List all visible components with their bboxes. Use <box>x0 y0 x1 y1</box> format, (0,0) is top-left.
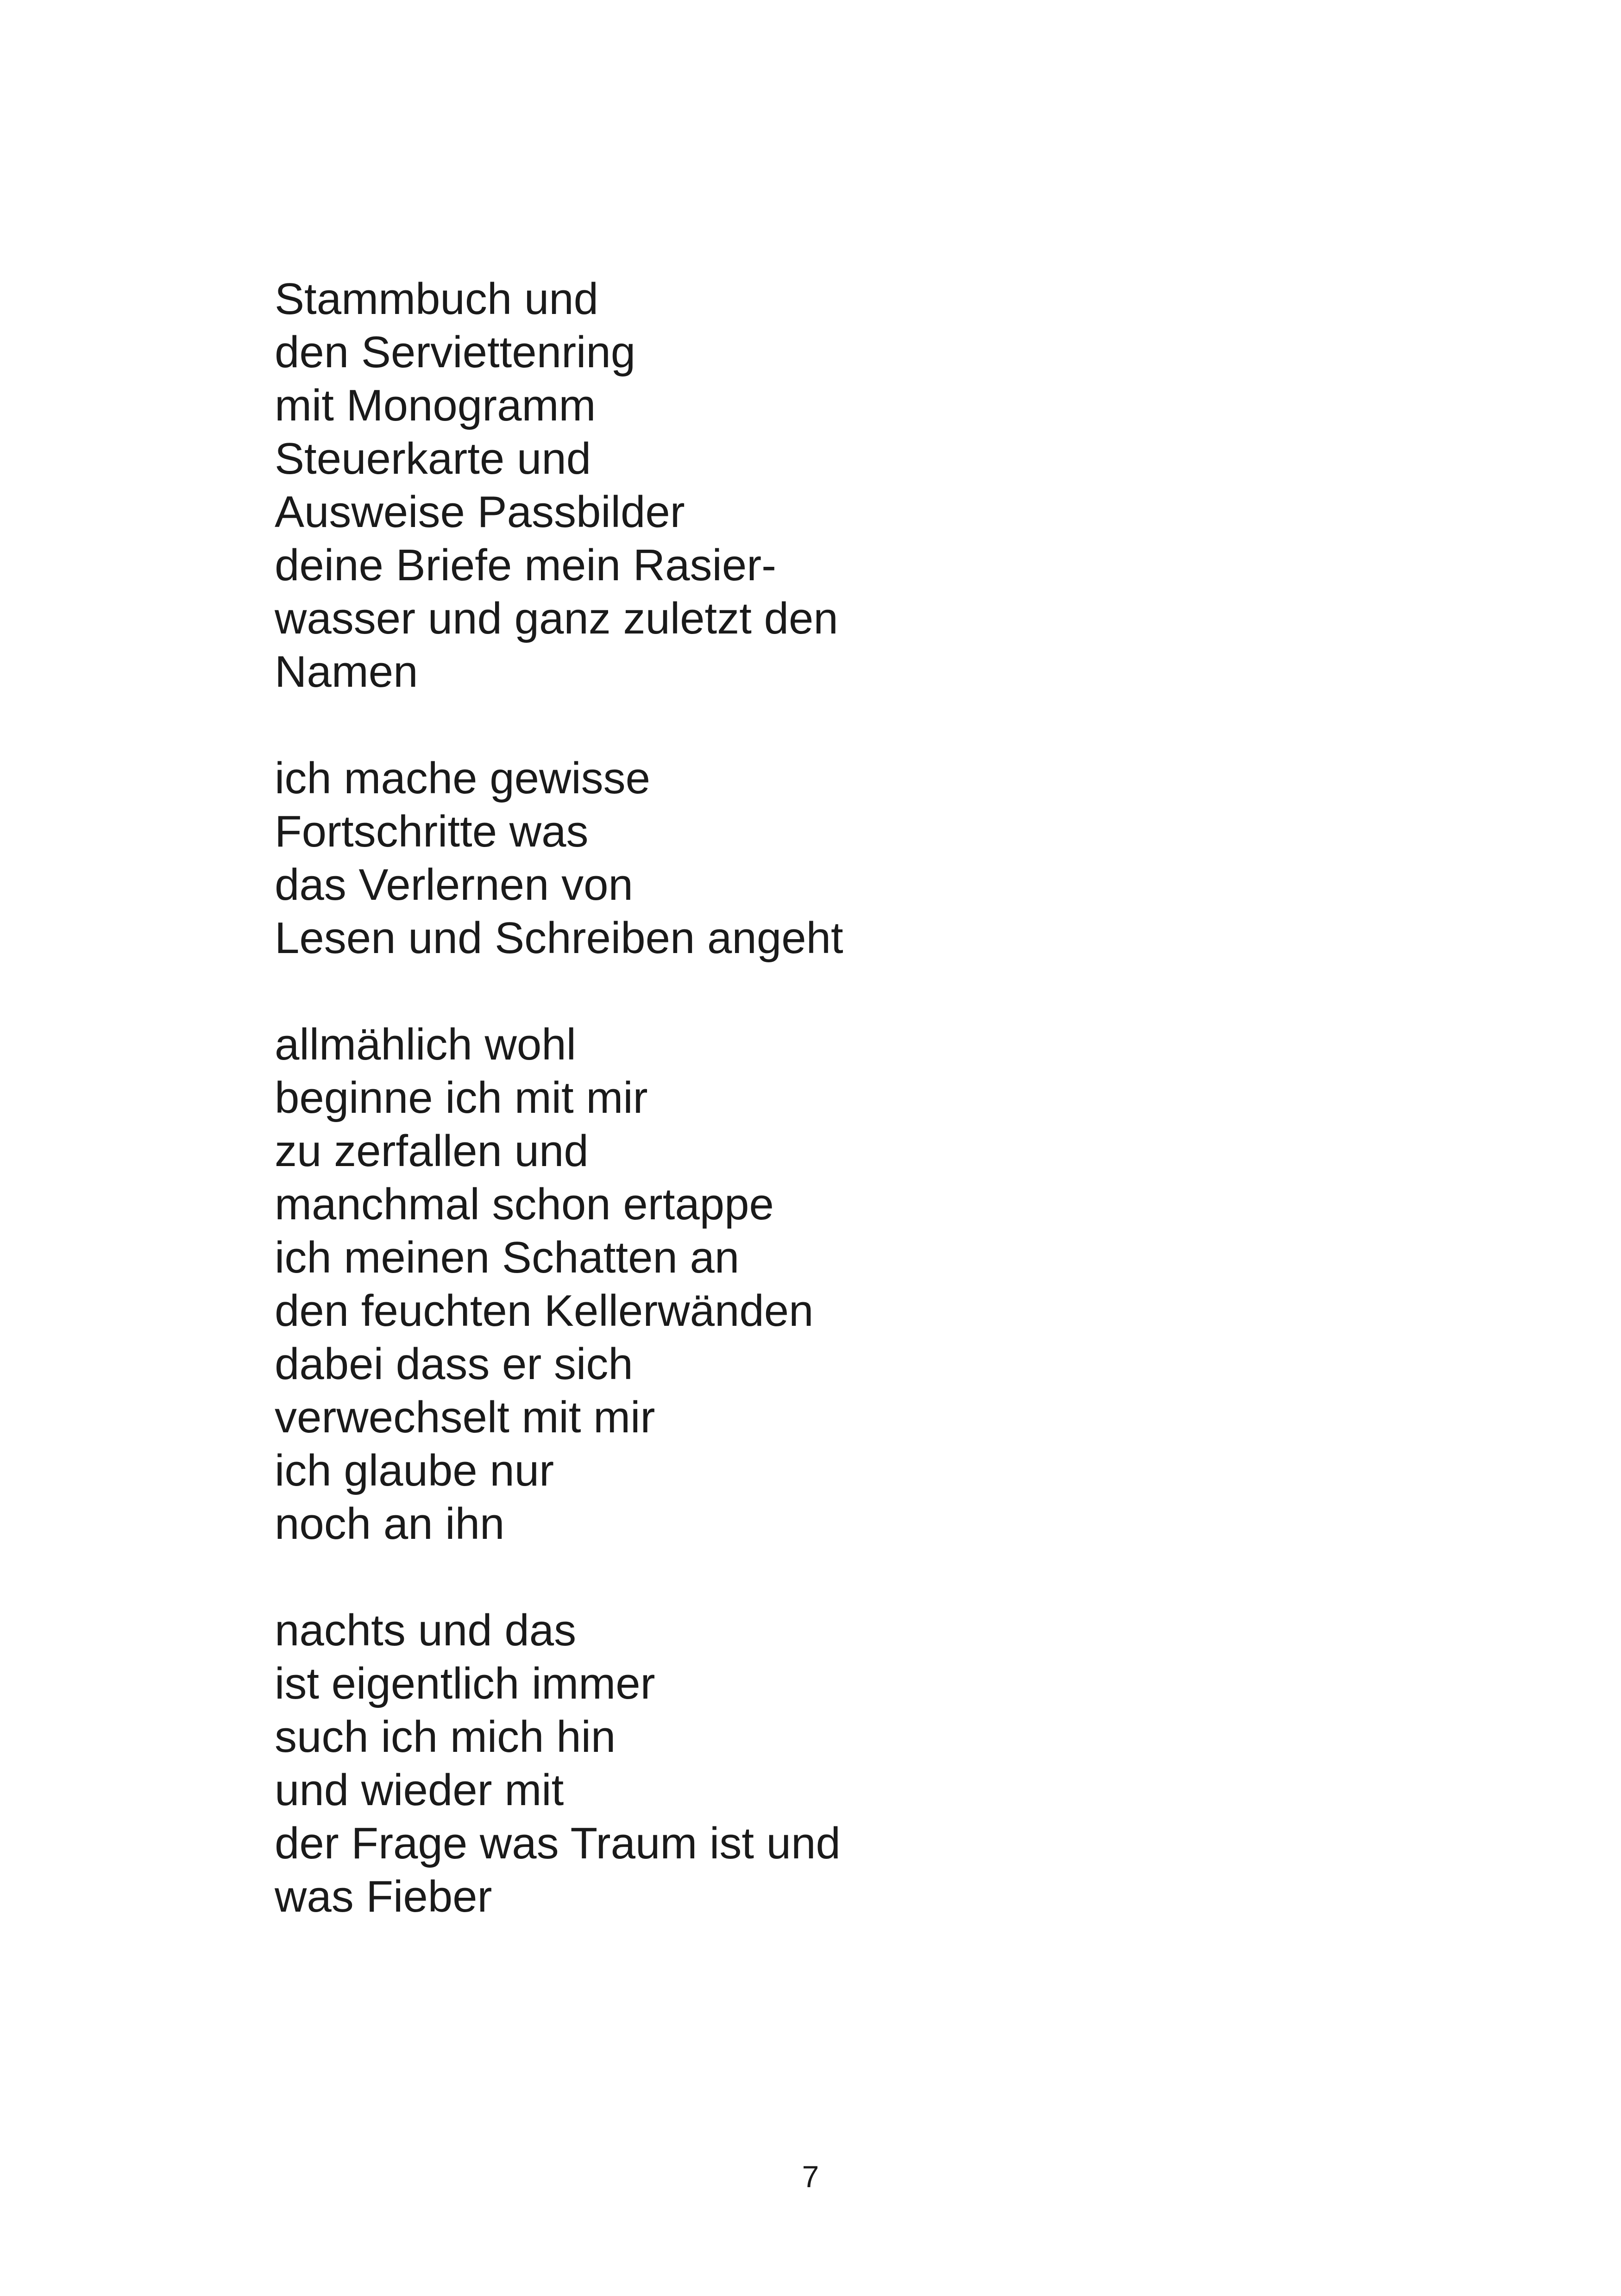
stanza-4 <box>275 1604 1386 1923</box>
poem-line: such ich mich hin <box>275 1712 616 1762</box>
stanza-1 <box>275 272 1386 698</box>
poem-line: verwechselt mit mir <box>275 1393 655 1442</box>
stanza-2 <box>275 752 1386 965</box>
page-number: 7 <box>802 2159 819 2194</box>
poem-line: Namen <box>275 647 418 696</box>
poem-line: Fortschritte was <box>275 807 589 856</box>
poem-line: das Verlernen von <box>275 860 633 910</box>
stanza-3 <box>275 1018 1386 1550</box>
poem-line: dabei dass er sich <box>275 1339 633 1389</box>
poem-line: zu zerfallen und <box>275 1126 589 1176</box>
poem-line: und wieder mit <box>275 1765 564 1815</box>
poem-line: ich glaube nur <box>275 1446 554 1495</box>
poem-line: Ausweise Passbilder <box>275 487 685 537</box>
poem-body <box>275 272 1386 1923</box>
poem-line: beginne ich mit mir <box>275 1073 648 1123</box>
poem-line: der Frage was Traum ist und <box>275 1819 841 1868</box>
poem-line: manchmal schon ertappe <box>275 1179 774 1229</box>
poem-line: noch an ihn <box>275 1499 505 1549</box>
poem-line: wasser und ganz zuletzt den <box>275 594 838 643</box>
poem-line: Steuerkarte und <box>275 434 591 483</box>
poem-line: Stammbuch und <box>275 274 599 324</box>
poem-line: Lesen und Schreiben angeht <box>275 913 843 963</box>
poem-line: den feuchten Kellerwänden <box>275 1286 814 1336</box>
poem-line: den Serviettenring <box>275 327 636 377</box>
poem-line: allmählich wohl <box>275 1020 576 1069</box>
poem-line: was Fieber <box>275 1872 492 1921</box>
poem-line: ich mache gewisse <box>275 753 651 803</box>
poem-line: ich meinen Schatten an <box>275 1233 740 1282</box>
poem-line: deine Briefe mein Rasier- <box>275 540 777 590</box>
poem-line: mit Monogramm <box>275 381 596 430</box>
poem-line: nachts und das <box>275 1606 577 1655</box>
poem-line: ist eigentlich immer <box>275 1659 655 1708</box>
